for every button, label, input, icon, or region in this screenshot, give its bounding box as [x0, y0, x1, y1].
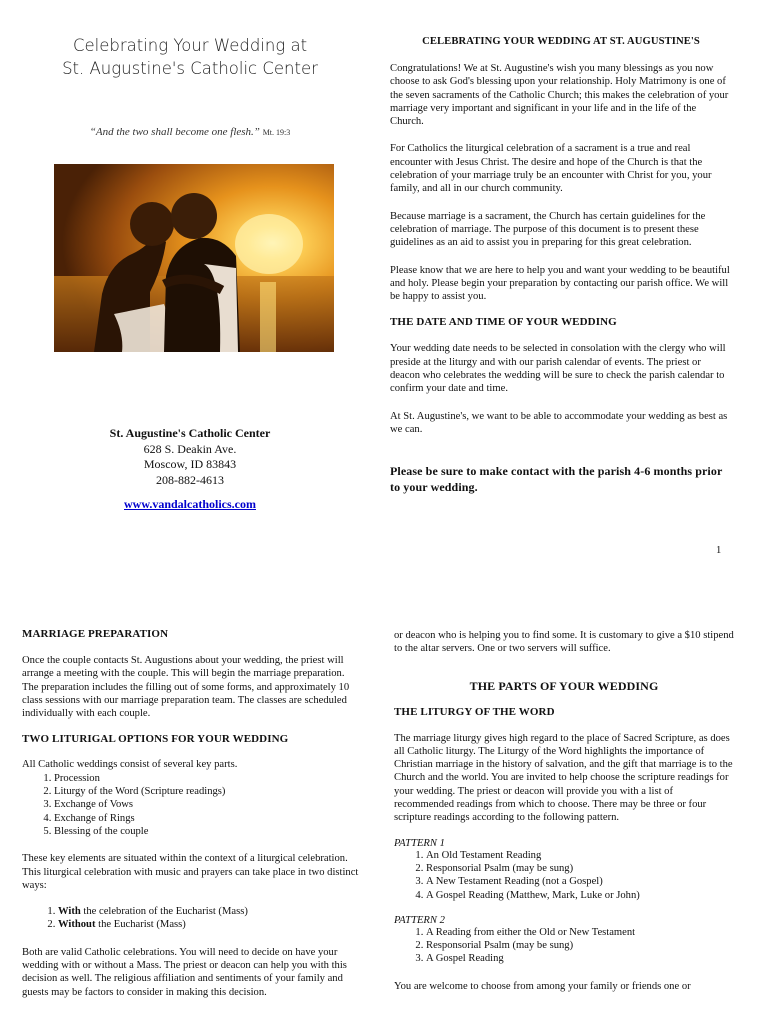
- list-item: 2. Responsorial Psalm (may be sung): [426, 939, 734, 952]
- intro-paragraph-4: Please know that we are here to help you and want your wedding to be beautiful and holy. Please begin your preparation by contacting our parish office. We will be happy to assist you.: [390, 264, 730, 303]
- intro-column: [390, 36, 732, 495]
- street-address: 628 S. Deakin Ave.: [143, 441, 237, 456]
- list-item: 3. Exchange of Vows: [54, 798, 362, 811]
- parts-column: [394, 629, 734, 993]
- intro-heading: CELEBRATING YOUR WEDDING AT ST. AUGUSTINE'S: [422, 36, 700, 47]
- list-item: 2. Responsorial Psalm (may be sung): [426, 862, 734, 875]
- wedding-photo: [54, 164, 334, 352]
- option-emphasis: With: [58, 906, 81, 918]
- both-valid-paragraph: Both are valid Catholic celebrations. You will need to decide on have your wedding with or without a Mass. The priest or deacon can help you with this decision as well. The religious affiliation and sentiments of your family and guests may be factors to consider in making this decision.: [22, 946, 347, 998]
- pattern-2-label: PATTERN 2: [394, 914, 445, 926]
- intro-paragraph-2: For Catholics the liturgical celebration of a sacrament is a true and real encounter with Jesus Christ. The desire and hope of the Church is that the celebration of your marriage truly be an encounter with Christ for you, your family, and all in our church community.: [390, 143, 712, 195]
- pattern-2-list: [394, 926, 734, 966]
- list-item: 3. A Gospel Reading: [426, 952, 734, 965]
- pattern-1-label: PATTERN 1: [394, 837, 445, 849]
- key-parts-list: [22, 772, 362, 838]
- option-emphasis: Without: [58, 919, 96, 931]
- title-line-1: Celebrating Your Wedding at: [72, 36, 308, 55]
- list-item: 1. An Old Testament Reading: [426, 849, 734, 862]
- list-item: 4. A Gospel Reading (Matthew, Mark, Luke or John): [426, 889, 734, 902]
- intro-paragraph-1: Congratulations! We at St. Augustine's wish you many blessings as you now choose to ask God's blessing upon your relationship. Holy Matrimony is one of the seven sacraments of the Catholic Church; this makes the celebration of your marriage very important and significant in your life and in the life of the Church.: [390, 63, 729, 128]
- list-item: [58, 918, 362, 931]
- list-item: 2. Liturgy of the Word (Scripture readings): [54, 785, 362, 798]
- intro-paragraph-3: Because marriage is a sacrament, the Church has certain guidelines for the celebration of marriage. The purpose of this document is to present these guidelines as an aid to assist you in preparing for this great celebration.: [390, 210, 706, 249]
- quote-text: “And the two shall become one flesh.”: [89, 126, 260, 138]
- liturgy-word-text: The marriage liturgy gives high regard to the place of Sacred Scripture, as does all Catholic liturgy. The Liturgy of the Word highlights the importance of Christian marriage in the history of salvation, and the gift that marriage is to the Church and the world. You are invited to help choose the scripture readings for your wedding. The priest or deacon will provide you with a list of recommended readings from which to choose. There may be three or four scripture readings according to the following pattern.: [394, 732, 733, 824]
- altar-servers-text: or deacon who is helping you to find some. It is customary to give a $10 stipend to the altar servers. One or two servers will suffice.: [394, 630, 734, 655]
- option-text: the Eucharist (Mass): [95, 919, 186, 931]
- contact-block: [40, 426, 340, 513]
- pattern-1-list: [394, 849, 734, 902]
- page-number: 1: [716, 545, 722, 556]
- website-link[interactable]: www.vandalcatholics.com: [124, 497, 256, 511]
- list-item: 3. A New Testament Reading (not a Gospel): [426, 875, 734, 888]
- center-name: St. Augustine's Catholic Center: [109, 426, 271, 440]
- list-item: 5. Blessing of the couple: [54, 825, 362, 838]
- parts-heading: THE PARTS OF YOUR WEDDING: [469, 678, 659, 693]
- date-time-heading: THE DATE AND TIME OF YOUR WEDDING: [390, 316, 617, 329]
- readers-text: You are welcome to choose from among your family or friends one or: [394, 980, 691, 992]
- scripture-quote: [40, 126, 340, 138]
- quote-reference: Mt. 19:3: [262, 128, 291, 137]
- list-item: [58, 905, 362, 918]
- list-item: 1. A Reading from either the Old or New Testament: [426, 926, 734, 939]
- list-item: 1. Procession: [54, 772, 362, 785]
- date-paragraph-1: Your wedding date needs to be selected in consolation with the clergy who will preside at the liturgy and with our parish calendar of events. The priest or deacon who celebrates the wedding will be sure to check the parish calendar to confirm your date and time.: [390, 343, 726, 395]
- liturgy-word-heading: THE LITURGY OF THE WORD: [394, 705, 555, 718]
- marriage-prep-heading: MARRIAGE PREPARATION: [22, 628, 169, 640]
- city-state-zip: Moscow, ID 83843: [143, 457, 237, 471]
- key-parts-intro: All Catholic weddings consist of several key parts.: [22, 759, 238, 771]
- context-paragraph: These key elements are situated within the context of a liturgical celebration. This liturgical celebration with music and prayers can take place in two distinct ways:: [22, 853, 359, 891]
- couple-sunset-image: [54, 164, 334, 352]
- marriage-prep-text: Once the couple contacts St. Augustions about your wedding, the priest will arrange a meeting with the couple. This will begin the marriage preparation. The preparation includes the filling out of some forms, and approximately 10 class sessions with our marriage preparation team. The classes are scheduled individually with each couple.: [22, 655, 350, 720]
- list-item: 4. Exchange of Rings: [54, 812, 362, 825]
- preparation-column: [22, 628, 362, 999]
- brochure-title: [40, 34, 340, 80]
- liturgy-options-list: [22, 905, 362, 932]
- option-text: the celebration of the Eucharist (Mass): [80, 906, 248, 918]
- title-line-2: St. Augustine's Catholic Center: [62, 59, 318, 78]
- liturgical-options-heading: TWO LITURIGAL OPTIONS FOR YOUR WEDDING: [22, 733, 289, 746]
- phone-number: 208-882-4613: [156, 472, 224, 487]
- contact-notice: Please be sure to make contact with the parish 4-6 months prior to your wedding.: [390, 464, 723, 495]
- date-paragraph-2: At St. Augustine's, we want to be able to accommodate your wedding as best as we can.: [390, 410, 728, 435]
